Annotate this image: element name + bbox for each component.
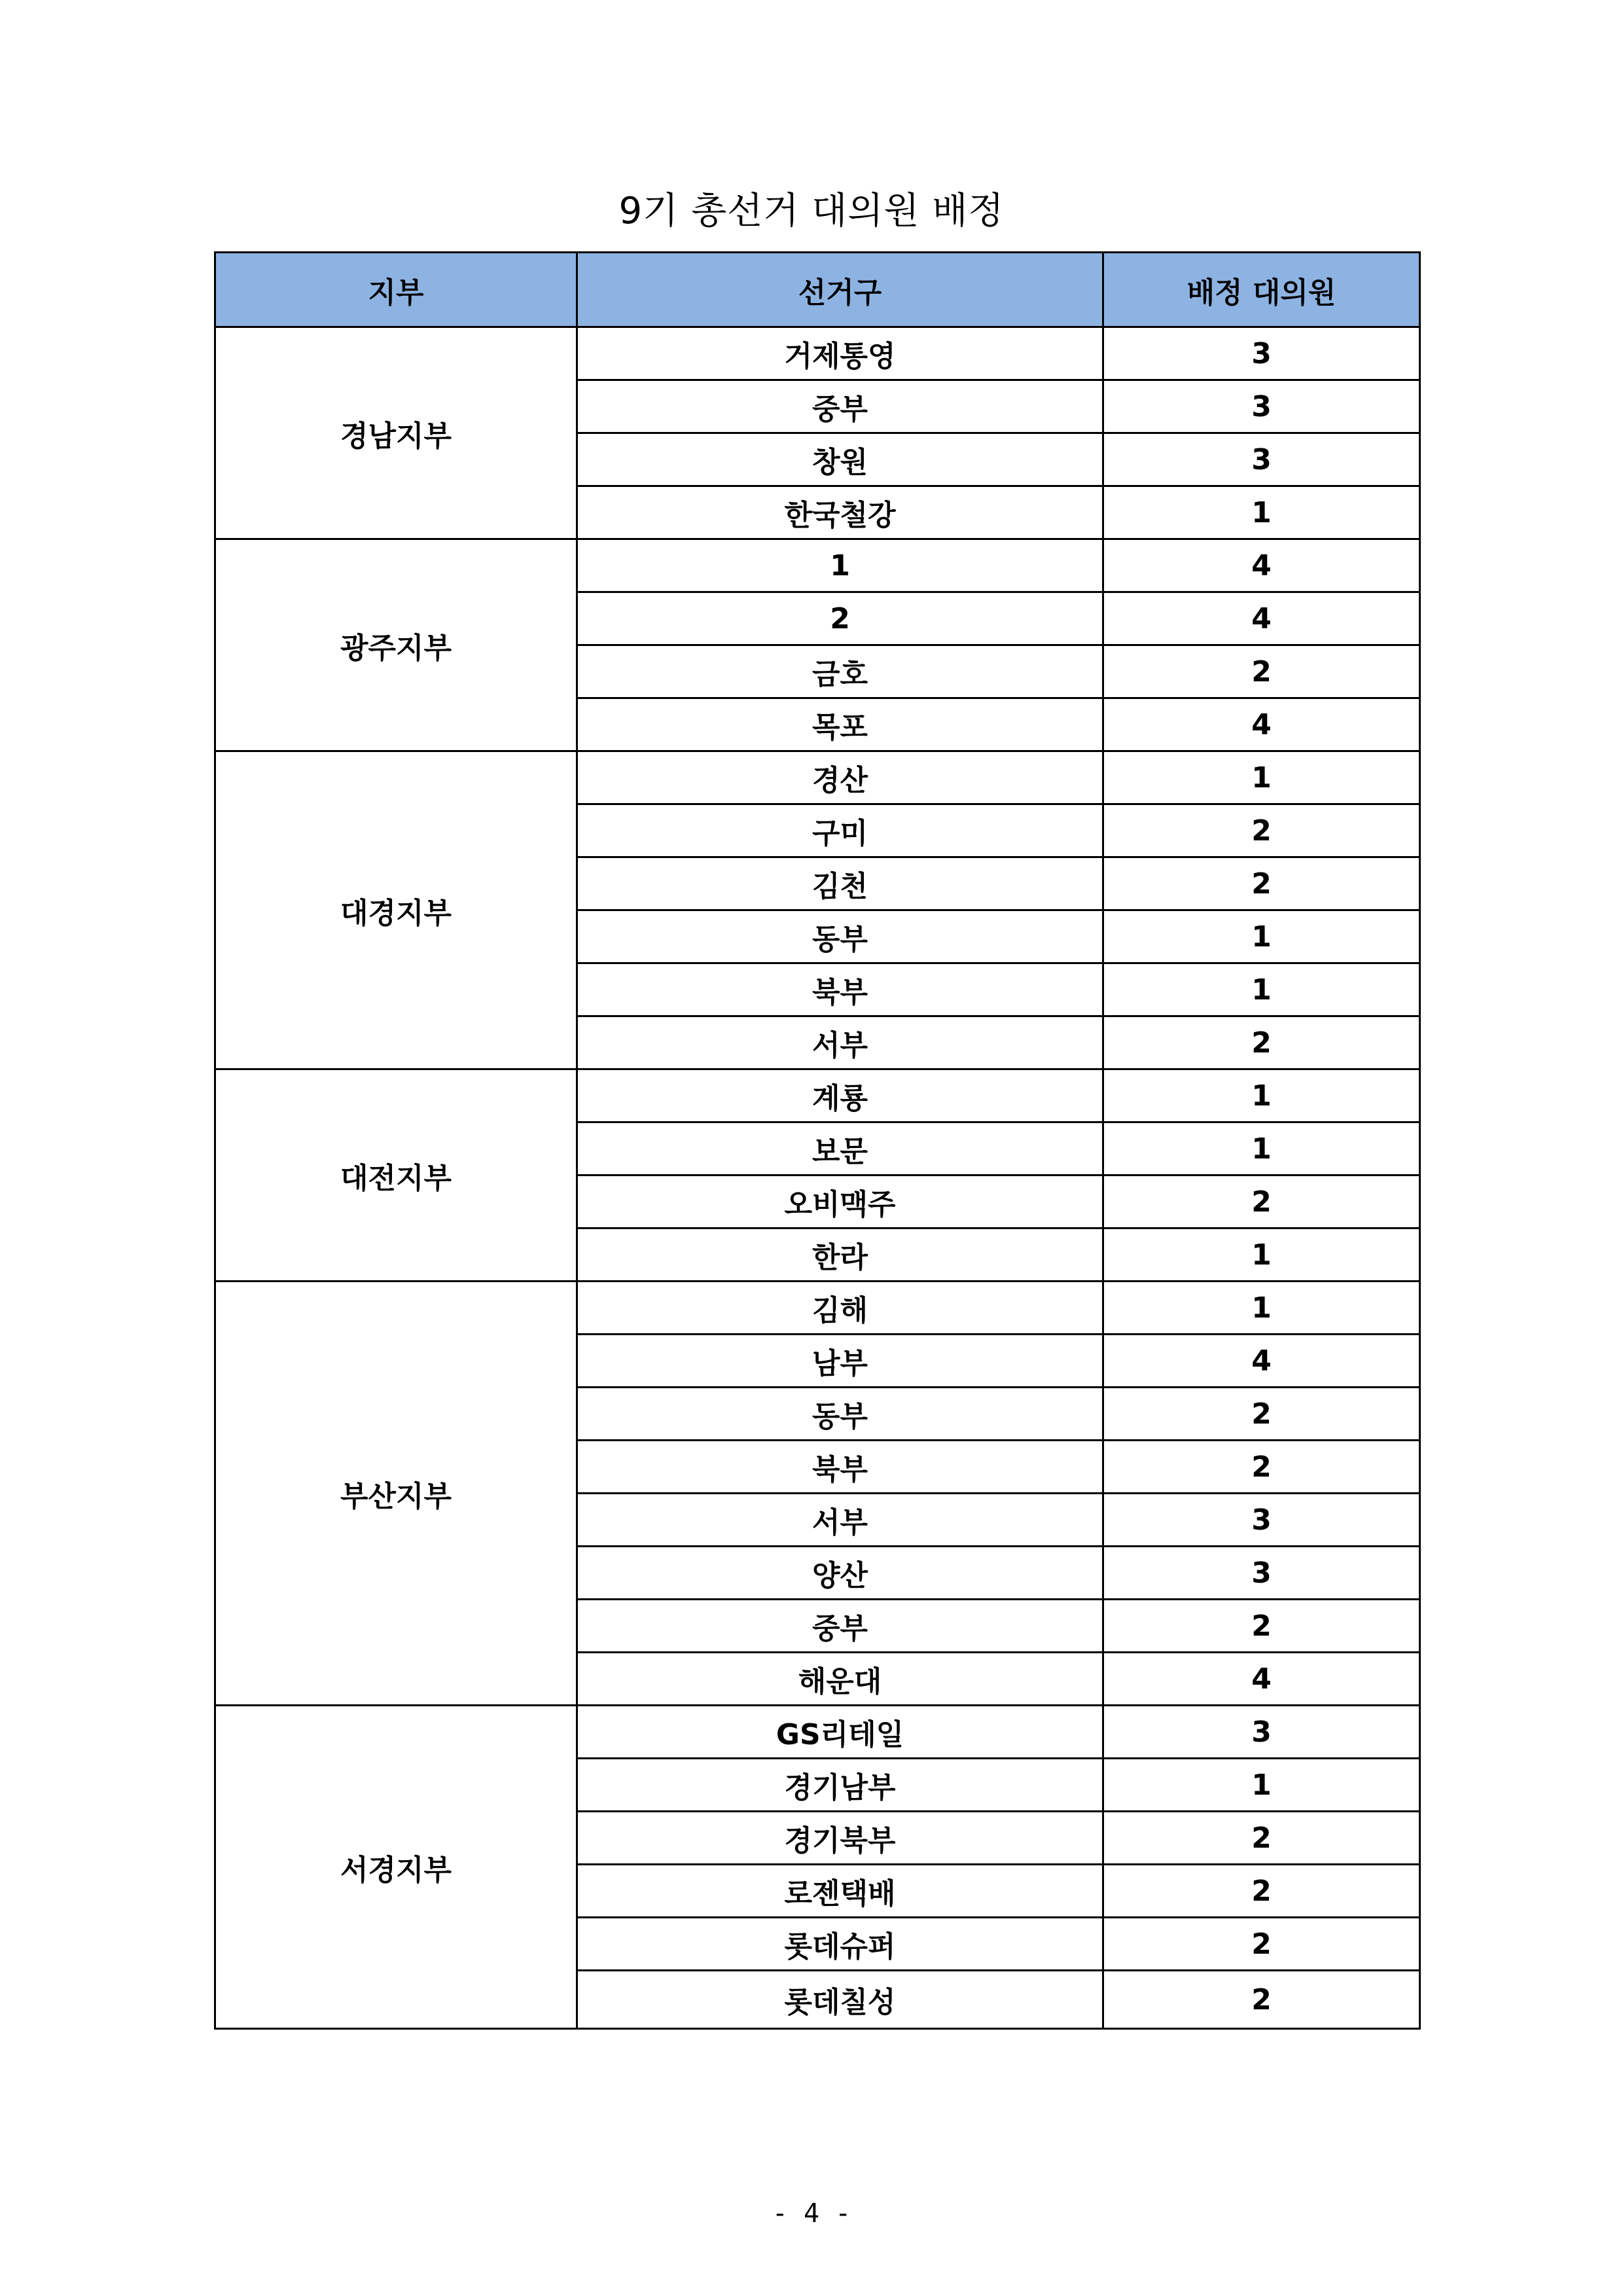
table-row <box>215 751 1420 804</box>
district-cell: 창원 <box>577 433 1103 486</box>
district-cell: 보문 <box>577 1122 1103 1175</box>
delegate-count-cell: 2 <box>1103 1016 1420 1069</box>
district-cell: 2 <box>577 592 1103 645</box>
district-cell: 1 <box>577 539 1103 592</box>
district-cell: 목포 <box>577 698 1103 751</box>
district-cell: 로젠택배 <box>577 1865 1103 1918</box>
branch-cell: 경남지부 <box>215 327 577 539</box>
delegate-count-cell: 3 <box>1103 1706 1420 1759</box>
district-cell: 경산 <box>577 751 1103 804</box>
delegate-count-cell: 3 <box>1103 327 1420 380</box>
district-cell: 동부 <box>577 910 1103 963</box>
delegate-count-cell: 2 <box>1103 1600 1420 1653</box>
delegate-count-cell: 1 <box>1103 1759 1420 1812</box>
delegate-count-cell: 4 <box>1103 698 1420 751</box>
header-delegates: 배정 대의원 <box>1103 253 1420 327</box>
table-row <box>215 1706 1420 1759</box>
branch-cell: 대경지부 <box>215 751 577 1069</box>
delegate-count-cell: 2 <box>1103 645 1420 698</box>
table-row <box>215 327 1420 380</box>
delegate-count-cell: 2 <box>1103 1918 1420 1971</box>
table-row <box>215 1282 1420 1335</box>
delegate-count-cell: 2 <box>1103 804 1420 857</box>
delegate-count-cell: 3 <box>1103 433 1420 486</box>
delegate-count-cell: 1 <box>1103 963 1420 1016</box>
delegate-count-cell: 4 <box>1103 539 1420 592</box>
delegate-count-cell: 2 <box>1103 857 1420 910</box>
delegate-count-cell: 2 <box>1103 1175 1420 1229</box>
district-cell: 중부 <box>577 380 1103 433</box>
delegate-count-cell: 4 <box>1103 592 1420 645</box>
district-cell: 한라 <box>577 1229 1103 1282</box>
delegate-count-cell: 4 <box>1103 1335 1420 1388</box>
district-cell: 해운대 <box>577 1653 1103 1706</box>
district-cell: 양산 <box>577 1547 1103 1600</box>
delegate-count-cell: 2 <box>1103 1865 1420 1918</box>
delegate-allocation-table <box>214 251 1421 2030</box>
table-body <box>215 327 1420 2029</box>
delegate-count-cell: 4 <box>1103 1653 1420 1706</box>
header-branch: 지부 <box>215 253 577 327</box>
district-cell: 남부 <box>577 1335 1103 1388</box>
branch-cell: 대전지부 <box>215 1069 577 1282</box>
district-cell: 롯데슈퍼 <box>577 1918 1103 1971</box>
district-cell: 북부 <box>577 963 1103 1016</box>
delegate-count-cell: 2 <box>1103 1441 1420 1494</box>
district-cell: 김천 <box>577 857 1103 910</box>
page-number: - 4 - <box>772 2198 851 2229</box>
delegate-count-cell: 1 <box>1103 486 1420 539</box>
district-cell: 오비맥주 <box>577 1175 1103 1229</box>
district-cell: 롯데칠성 <box>577 1971 1103 2029</box>
district-cell: 계룡 <box>577 1069 1103 1122</box>
page-title: 9기 총선거 대의원 배정 <box>618 190 1005 232</box>
delegate-count-cell: 1 <box>1103 751 1420 804</box>
table-row <box>215 1069 1420 1122</box>
branch-cell: 서경지부 <box>215 1706 577 2029</box>
delegate-count-cell: 1 <box>1103 910 1420 963</box>
district-cell: 서부 <box>577 1016 1103 1069</box>
delegate-count-cell: 1 <box>1103 1069 1420 1122</box>
district-cell: 구미 <box>577 804 1103 857</box>
branch-cell: 광주지부 <box>215 539 577 751</box>
delegate-count-cell: 2 <box>1103 1388 1420 1441</box>
district-cell: 금호 <box>577 645 1103 698</box>
branch-cell: 부산지부 <box>215 1282 577 1706</box>
district-cell: 거제통영 <box>577 327 1103 380</box>
delegate-count-cell: 1 <box>1103 1282 1420 1335</box>
header-district: 선거구 <box>577 253 1103 327</box>
district-cell: 경기남부 <box>577 1759 1103 1812</box>
district-cell: 한국철강 <box>577 486 1103 539</box>
table-header-row <box>215 253 1420 327</box>
delegate-count-cell: 1 <box>1103 1122 1420 1175</box>
delegate-count-cell: 1 <box>1103 1229 1420 1282</box>
delegate-count-cell: 2 <box>1103 1812 1420 1865</box>
delegate-count-cell: 2 <box>1103 1971 1420 2029</box>
district-cell: 서부 <box>577 1494 1103 1547</box>
delegate-count-cell: 3 <box>1103 1494 1420 1547</box>
delegate-count-cell: 3 <box>1103 1547 1420 1600</box>
district-cell: 동부 <box>577 1388 1103 1441</box>
delegate-count-cell: 3 <box>1103 380 1420 433</box>
district-cell: 중부 <box>577 1600 1103 1653</box>
district-cell: 북부 <box>577 1441 1103 1494</box>
district-cell: 경기북부 <box>577 1812 1103 1865</box>
district-cell: 김해 <box>577 1282 1103 1335</box>
table-row <box>215 539 1420 592</box>
district-cell: GS리테일 <box>577 1706 1103 1759</box>
